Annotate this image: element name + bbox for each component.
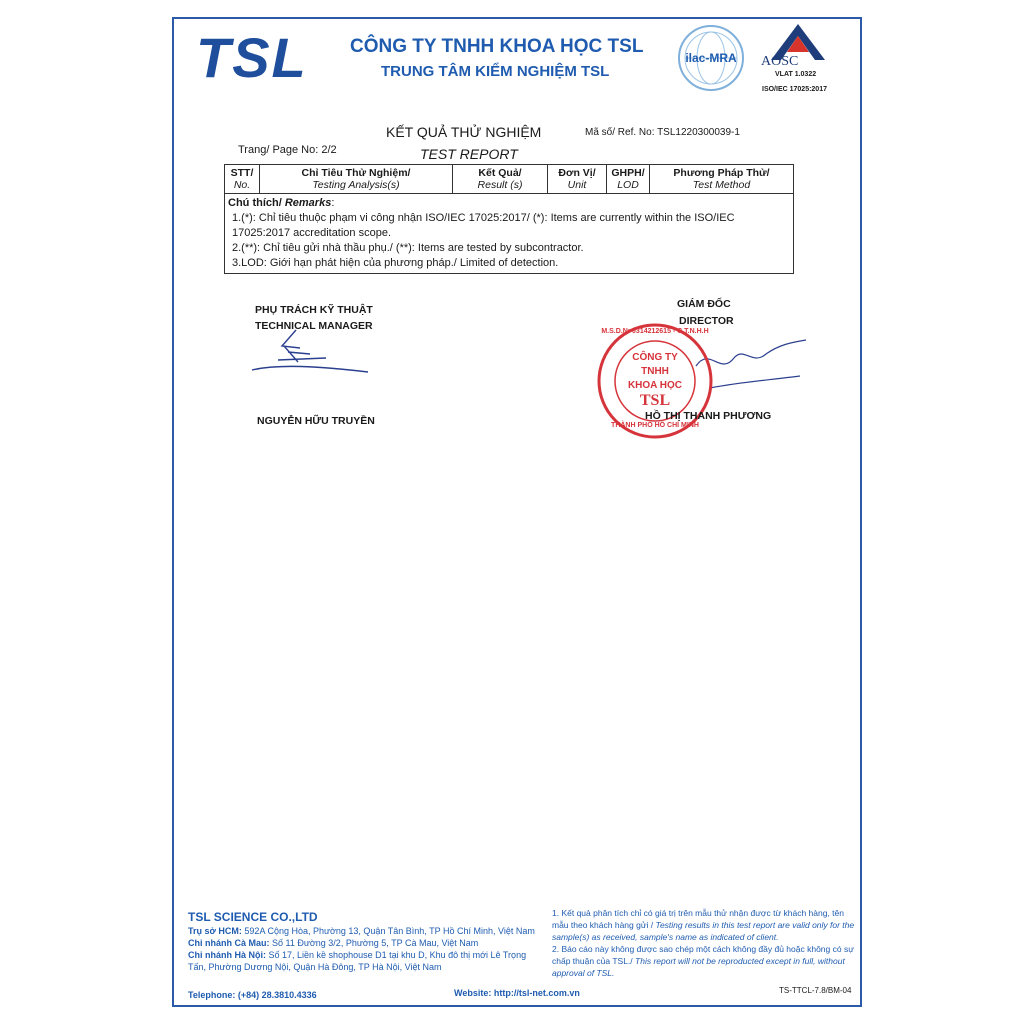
remarks-cell — [225, 194, 794, 274]
remark-item: 2.(**): Chỉ tiêu gửi nhà thầu phụ./ (**): Items are tested by subcontractor. — [232, 242, 584, 254]
tsl-logo: TSL — [196, 26, 308, 89]
page-label: Trang/ Page No: — [238, 144, 319, 156]
footer-company: TSL SCIENCE CO.,LTD — [188, 910, 318, 924]
note1-en: Testing results in this test report are valid only for the sample(s) as received, sample's name as indicated of client. — [552, 920, 855, 942]
header-en: Testing Analysis(s) — [312, 179, 400, 191]
header-vn: Đơn Vị/ — [558, 167, 596, 179]
telephone-label: Telephone: — [188, 990, 236, 1000]
remarks-title-vn: Chú thích/ — [228, 197, 282, 209]
footer-hq — [188, 925, 538, 937]
hq-address: 592A Cộng Hòa, Phường 13, Quận Tân Bình, TP Hồ Chí Minh, Việt Nam — [244, 926, 535, 936]
technical-manager-title-en: TECHNICAL MANAGER — [255, 320, 373, 332]
director-title-vn: GIÁM ĐỐC — [677, 298, 731, 310]
header-vn: GHPH/ — [611, 167, 645, 179]
director-name: HỒ THỊ THANH PHƯƠNG — [645, 410, 772, 422]
technical-manager-signature — [248, 326, 378, 382]
note1-vn: 1. Kết quả phân tích chỉ có giá trị trên mẫu thử nhận được từ khách hàng, tên mẫu theo khách hàng gửi / — [552, 908, 844, 930]
website-link[interactable]: http://tsl-net.com.vn — [493, 988, 580, 998]
col-header-unit — [548, 165, 607, 194]
hq-label: Trụ sở HCM: — [188, 926, 242, 936]
remarks-title: Chú thích/ Remarks: — [228, 197, 335, 209]
ref-number — [585, 127, 740, 138]
telephone-value: (+84) 28.3810.4336 — [237, 990, 317, 1000]
ilac-mra-logo — [678, 25, 744, 91]
cm-address: Số 11 Đường 3/2, Phường 5, TP Cà Mau, Việt Nam — [272, 938, 479, 948]
hn-address: Số 17, Liền kề shophouse D1 tại khu D, Khu đô thị mới Lê Trọng Tấn, Phường Dương Nội, Quận Hà Đông, TP Hà Nội, Việt Nam — [188, 950, 527, 972]
results-table — [224, 164, 794, 274]
website-label: Website: — [454, 988, 492, 998]
report-title-en: TEST REPORT — [420, 146, 518, 162]
technical-manager-name: NGUYỄN HỮU TRUYỀN — [257, 415, 375, 427]
cm-label: Chi nhánh Cà Mau: — [188, 938, 270, 948]
header-vn: Kết Quả/ — [478, 167, 522, 179]
footer-note-1 — [552, 907, 857, 943]
header-vn: Phương Pháp Thử/ — [673, 167, 770, 179]
stamp-line: TSL — [639, 392, 671, 409]
stamp-line: CÔNG TY — [632, 352, 678, 363]
technical-manager-title-vn: PHỤ TRÁCH KỸ THUẬT — [255, 304, 373, 316]
vlat-code: VLAT 1.0322 — [775, 71, 817, 78]
director-title-en: DIRECTOR — [679, 315, 734, 327]
table-header-row — [225, 165, 794, 194]
col-header-no — [225, 165, 260, 194]
footer-camau — [188, 937, 538, 949]
stamp-line: KHOA HỌC — [627, 380, 683, 391]
col-header-analysis — [260, 165, 453, 194]
ref-value: TSL1220300039-1 — [657, 127, 740, 138]
footer-addresses — [188, 925, 538, 973]
aosc-label: AOSC — [761, 54, 799, 69]
company-name: CÔNG TY TNHH KHOA HỌC TSL — [350, 36, 644, 57]
center-name: TRUNG TÂM KIỂM NGHIỆM TSL — [381, 63, 610, 80]
stamp-line: TNHH — [641, 366, 669, 377]
form-code: TS-TTCL-7.8/BM-04 — [779, 986, 852, 995]
remarks-row — [225, 194, 794, 274]
note2-en: This report will not be reproducted except in full, without approval of TSL. — [552, 956, 845, 978]
header-vn: Chỉ Tiêu Thử Nghiệm/ — [301, 167, 411, 179]
header-en: No. — [233, 179, 251, 191]
footer-website — [454, 988, 580, 998]
ilac-label: ilac-MRA — [685, 51, 737, 65]
header-en: Result (s) — [477, 179, 523, 191]
remark-item: 1.(*): Chỉ tiêu thuộc phạm vi công nhận ISO/IEC 17025:2017/ (*): Items are currently within the ISO/IEC 17025:2017 accreditation scope. — [232, 212, 735, 239]
header-en: Test Method — [692, 179, 751, 191]
footer-note-2 — [552, 943, 857, 979]
col-header-lod — [607, 165, 650, 194]
hn-label: Chi nhánh Hà Nội: — [188, 950, 266, 960]
note2-vn: 2. Báo cáo này không được sao chép một cách không đầy đủ hoặc không có sự chấp thuận của TSL./ — [552, 944, 854, 966]
page-value: 2/2 — [321, 144, 337, 156]
col-header-result — [453, 165, 548, 194]
footer-hanoi — [188, 949, 538, 973]
stamp-ring-text: M.S.D.N: 0314212615 - C.T.N.H.H — [601, 328, 709, 335]
footer-telephone — [188, 990, 317, 1000]
company-stamp — [596, 322, 714, 440]
col-header-method — [650, 165, 794, 194]
header-en: Unit — [567, 179, 587, 191]
footer-notes — [552, 907, 857, 979]
remarks-title-en: Remarks — [284, 197, 332, 209]
iso-standard: ISO/IEC 17025:2017 — [762, 86, 827, 93]
header-vn: STT/ — [230, 167, 254, 179]
ref-label: Mã số/ Ref. No: — [585, 127, 655, 138]
remark-item: 3.LOD: Giới hạn phát hiện của phương pháp./ Limited of detection. — [232, 257, 559, 269]
report-title-vn: KẾT QUẢ THỬ NGHIỆM — [386, 124, 542, 140]
page-number — [238, 144, 337, 156]
header-en: LOD — [617, 179, 639, 191]
stamp-bottom-text: THÀNH PHỐ HỒ CHÍ MINH — [611, 422, 699, 429]
